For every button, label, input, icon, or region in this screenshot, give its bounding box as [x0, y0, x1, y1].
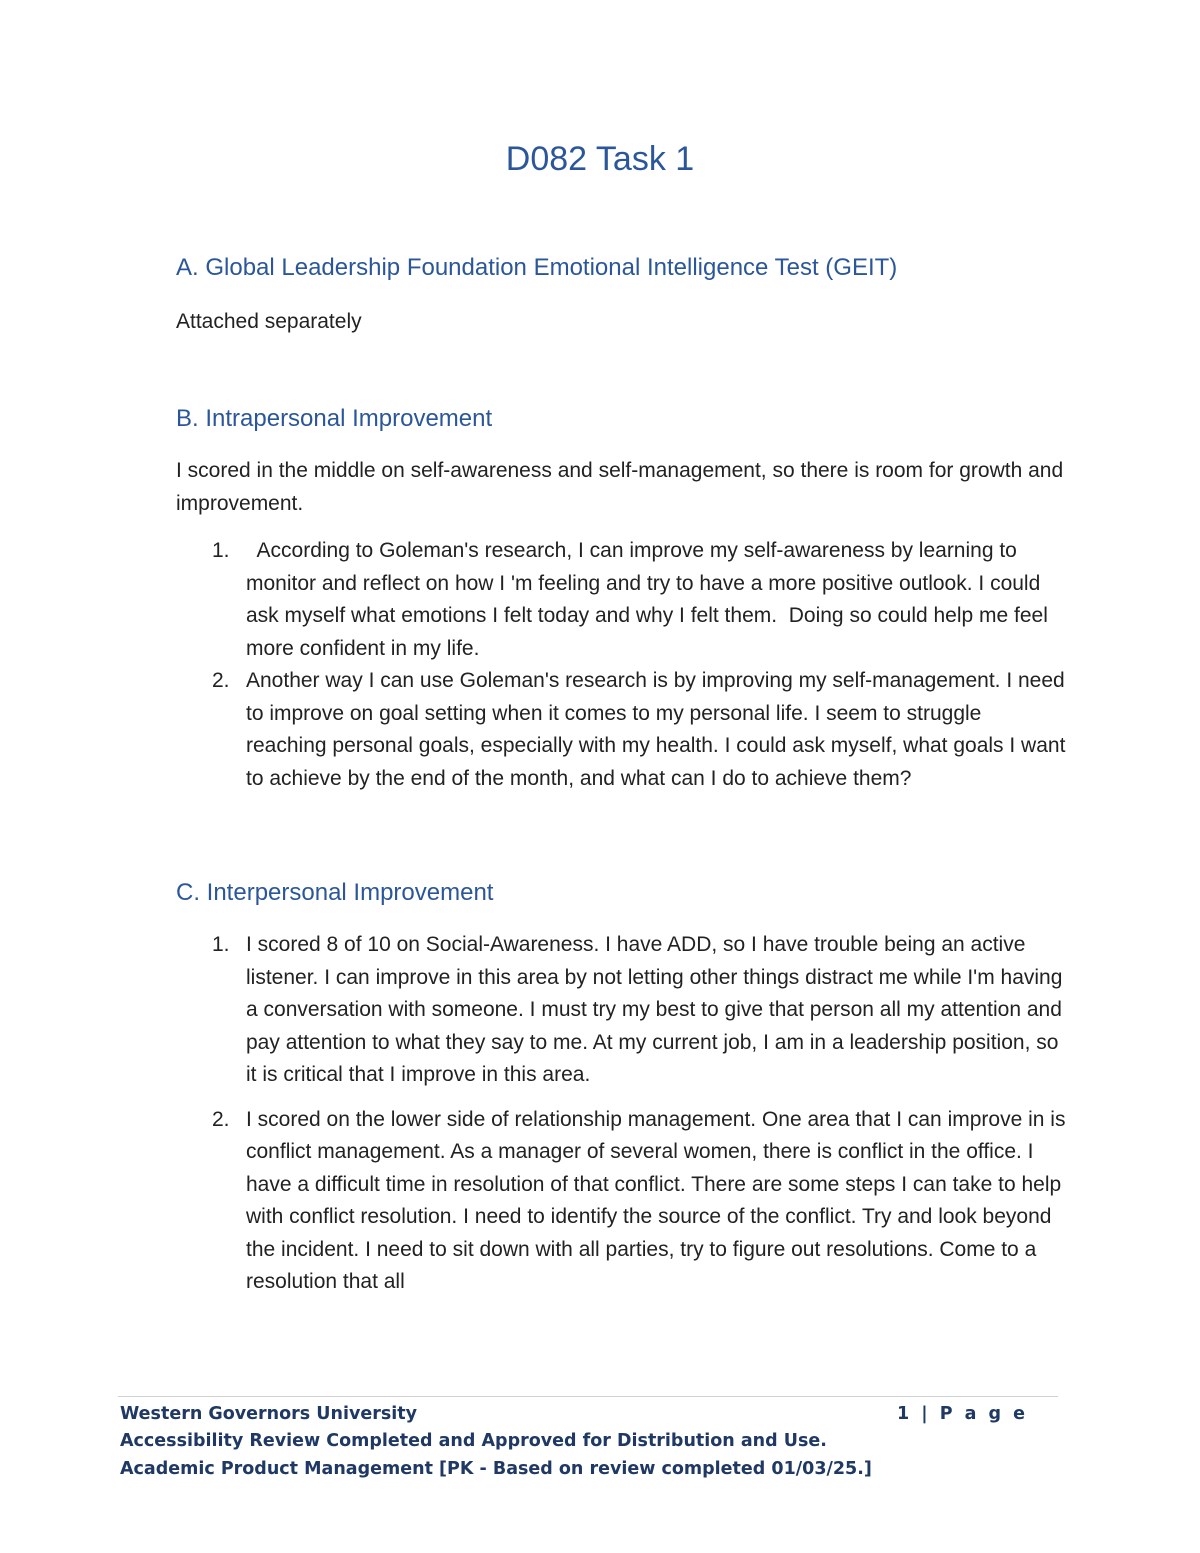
- footer-institution: Western Governors University: [120, 1404, 418, 1424]
- footer-page-number: 1 | P a g e: [896, 1404, 1028, 1424]
- footer-divider: [118, 1396, 1058, 1397]
- section-c-list: [176, 929, 1066, 1299]
- section-b-heading: B. Intrapersonal Improvement: [176, 405, 493, 432]
- list-item-number: 2.: [212, 1107, 230, 1131]
- list-item-number: 2.: [212, 669, 230, 692]
- footer-accessibility-note: Accessibility Review Completed and Approved for Distribution and Use.: [120, 1431, 827, 1451]
- list-item-number: 1.: [212, 539, 230, 562]
- footer-review-note: Academic Product Management [PK - Based on review completed 01/03/25.]: [120, 1459, 872, 1479]
- section-a-body: Attached separately: [176, 310, 362, 333]
- list-item: [176, 929, 1066, 1092]
- list-item: [176, 1104, 1066, 1299]
- section-b-list: [176, 535, 1066, 795]
- list-item-text: I scored on the lower side of relationship management. One area that I can improve in is conflict management. As a manager of several women, there is conflict in the office. I have a difficult time in resolution of that conflict. There are some steps I can take to help with conflict resolution. I need to identify the source of the conflict. Try and look beyond the incident. I need to sit down with all parties, try to figure out resolutions. Come to a resolution that all: [246, 1107, 1066, 1293]
- list-item: [176, 535, 1066, 665]
- list-item-text: Another way I can use Goleman's research is by improving my self-management. I need to improve on goal setting when it comes to my personal life. I seem to struggle reaching personal goals, especially with my health. I could ask myself, what goals I want to achieve by the end of the month, and what can I do to achieve them?: [246, 669, 1066, 790]
- document-title: D082 Task 1: [505, 140, 695, 178]
- section-a-heading: A. Global Leadership Foundation Emotional Intelligence Test (GEIT): [176, 254, 898, 281]
- section-b-intro: I scored in the middle on self-awareness and self-management, so there is room for growth and improvement.: [176, 459, 1064, 515]
- list-item-text: I scored 8 of 10 on Social-Awareness. I have ADD, so I have trouble being an active listener. I can improve in this area by not letting other things distract me while I'm having a conversation with someone. I must try my best to give that person all my attention and pay attention to what they say to me. At my current job, I am in a leadership position, so it is critical that I improve in this area.: [246, 933, 1063, 1086]
- list-item-text: According to Goleman's research, I can improve my self-awareness by learning to monitor and reflect on how I 'm feeling and try to have a more positive outlook. I could ask myself what emotions I felt today and why I felt them. Doing so could help me feel more confident in my life.: [246, 539, 1048, 660]
- list-item-number: 1.: [212, 933, 230, 956]
- list-item: [176, 665, 1066, 795]
- section-c-heading: C. Interpersonal Improvement: [176, 879, 494, 906]
